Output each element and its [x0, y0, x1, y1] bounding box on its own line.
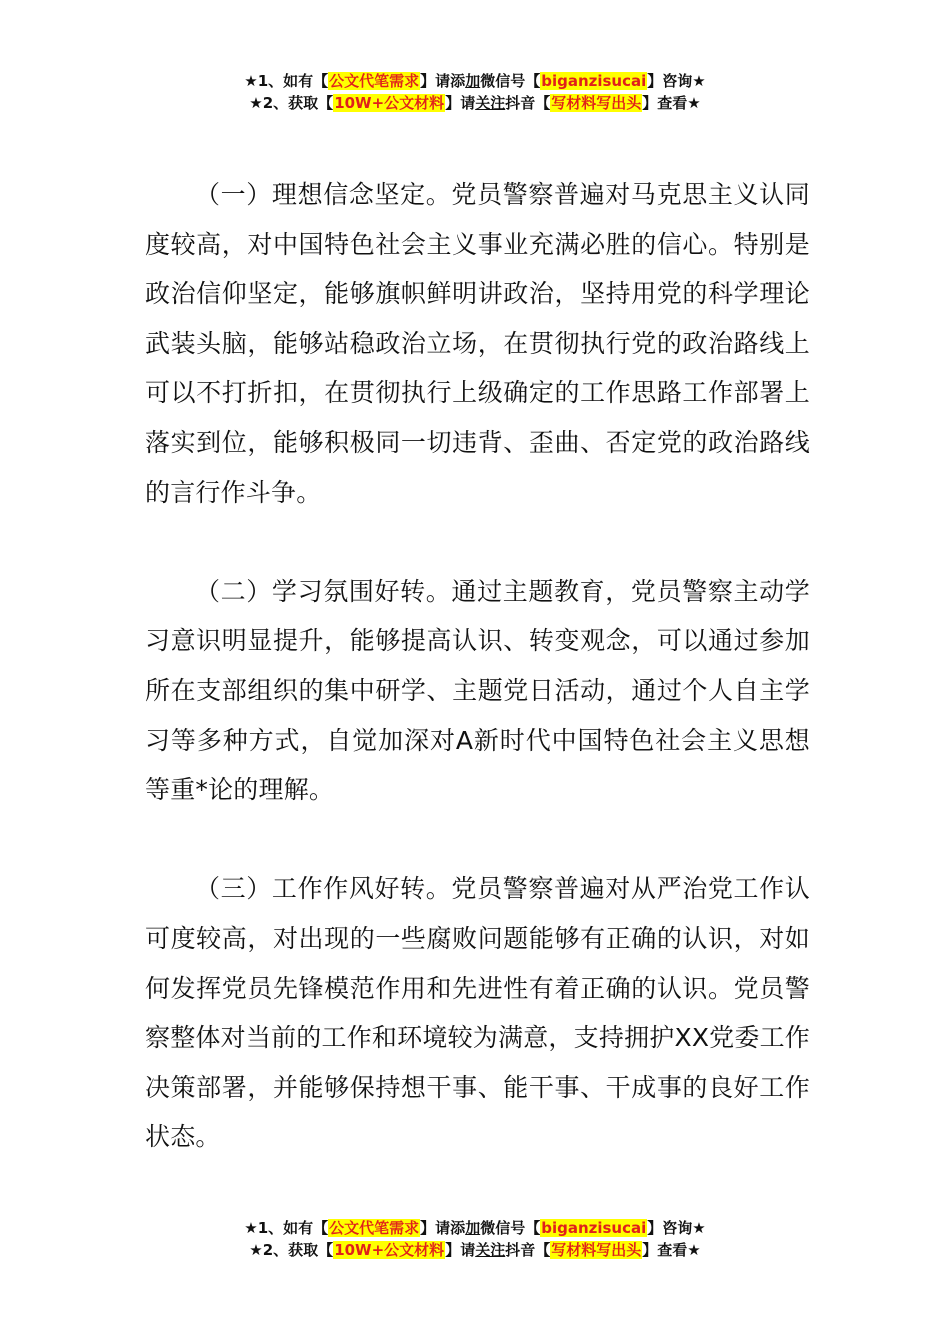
- highlight-service: 公文代笔需求: [329, 1219, 420, 1237]
- banner-text: 】请添: [420, 1219, 466, 1237]
- banner-text: 】请: [445, 1241, 476, 1259]
- banner-underlined-text: 加: [465, 72, 481, 90]
- footer-banner-line-1: [0, 1217, 950, 1239]
- banner-underlined-text: 关注: [475, 94, 506, 112]
- banner-text: 】查看★: [642, 1241, 701, 1259]
- header-banner-line-2: [0, 92, 950, 114]
- highlight-douyin-account: 写材料写出头: [551, 1241, 642, 1259]
- banner-text: 微信号【: [480, 1219, 541, 1237]
- highlight-douyin-account: 写材料写出头: [551, 94, 642, 112]
- paragraph-work-style: （三）工作作风好转。党员警察普遍对从严治党工作认可度较高，对出现的一些腐败问题能够有正确的认识，对如何发挥党员先锋模范作用和先进性有着正确的认识。党员警察整体对当前的工作和环境较为满意，支持拥护XX党委工作决策部署，并能够保持想干事、能干事、干成事的良好工作状态。: [145, 874, 810, 1152]
- highlight-wechat-id: biganzisucai: [541, 72, 647, 90]
- footer-banner-line-2: [0, 1239, 950, 1261]
- banner-text: 抖音【: [505, 94, 551, 112]
- header-banner-line-1: [0, 70, 950, 92]
- banner-text: ★1、如有【: [244, 1219, 329, 1237]
- banner-text: 】咨询★: [647, 1219, 706, 1237]
- banner-underlined-text: 加: [465, 1219, 481, 1237]
- paragraph-study: （二）学习氛围好转。通过主题教育，党员警察主动学习意识明显提升，能够提高认识、转变观念，可以通过参加所在支部组织的集中研学、主题党日活动，通过个人自主学习等多种方式，自觉加深对A新时代中国特色社会主义思想等重*论的理解。: [145, 576, 810, 805]
- banner-text: ★1、如有【: [244, 72, 329, 90]
- banner-text: 】咨询★: [647, 72, 706, 90]
- header-banner: [0, 70, 950, 114]
- highlight-materials: 10W+公文材料: [334, 1241, 445, 1259]
- highlight-wechat-id: biganzisucai: [541, 1219, 647, 1237]
- banner-text: 】请添: [420, 72, 466, 90]
- highlight-service: 公文代笔需求: [329, 72, 420, 90]
- banner-text: 】请: [445, 94, 476, 112]
- banner-text: 微信号【: [480, 72, 541, 90]
- footer-banner: [0, 1217, 950, 1261]
- document-body: [145, 170, 810, 1162]
- paragraph-ideals: （一）理想信念坚定。党员警察普遍对马克思主义认同度较高，对中国特色社会主义事业充满必胜的信心。特别是政治信仰坚定，能够旗帜鲜明讲政治，坚持用党的科学理论武装头脑，能够站稳政治立场，在贯彻执行党的政治路线上可以不打折扣，在贯彻执行上级确定的工作思路工作部署上落实到位，能够积极同一切违背、歪曲、否定党的政治路线的言行作斗争。: [145, 180, 810, 507]
- banner-text: 】查看★: [642, 94, 701, 112]
- banner-underlined-text: 关注: [475, 1241, 506, 1259]
- highlight-materials: 10W+公文材料: [334, 94, 445, 112]
- banner-text: 抖音【: [505, 1241, 551, 1259]
- banner-text: ★2、获取【: [249, 94, 334, 112]
- banner-text: ★2、获取【: [249, 1241, 334, 1259]
